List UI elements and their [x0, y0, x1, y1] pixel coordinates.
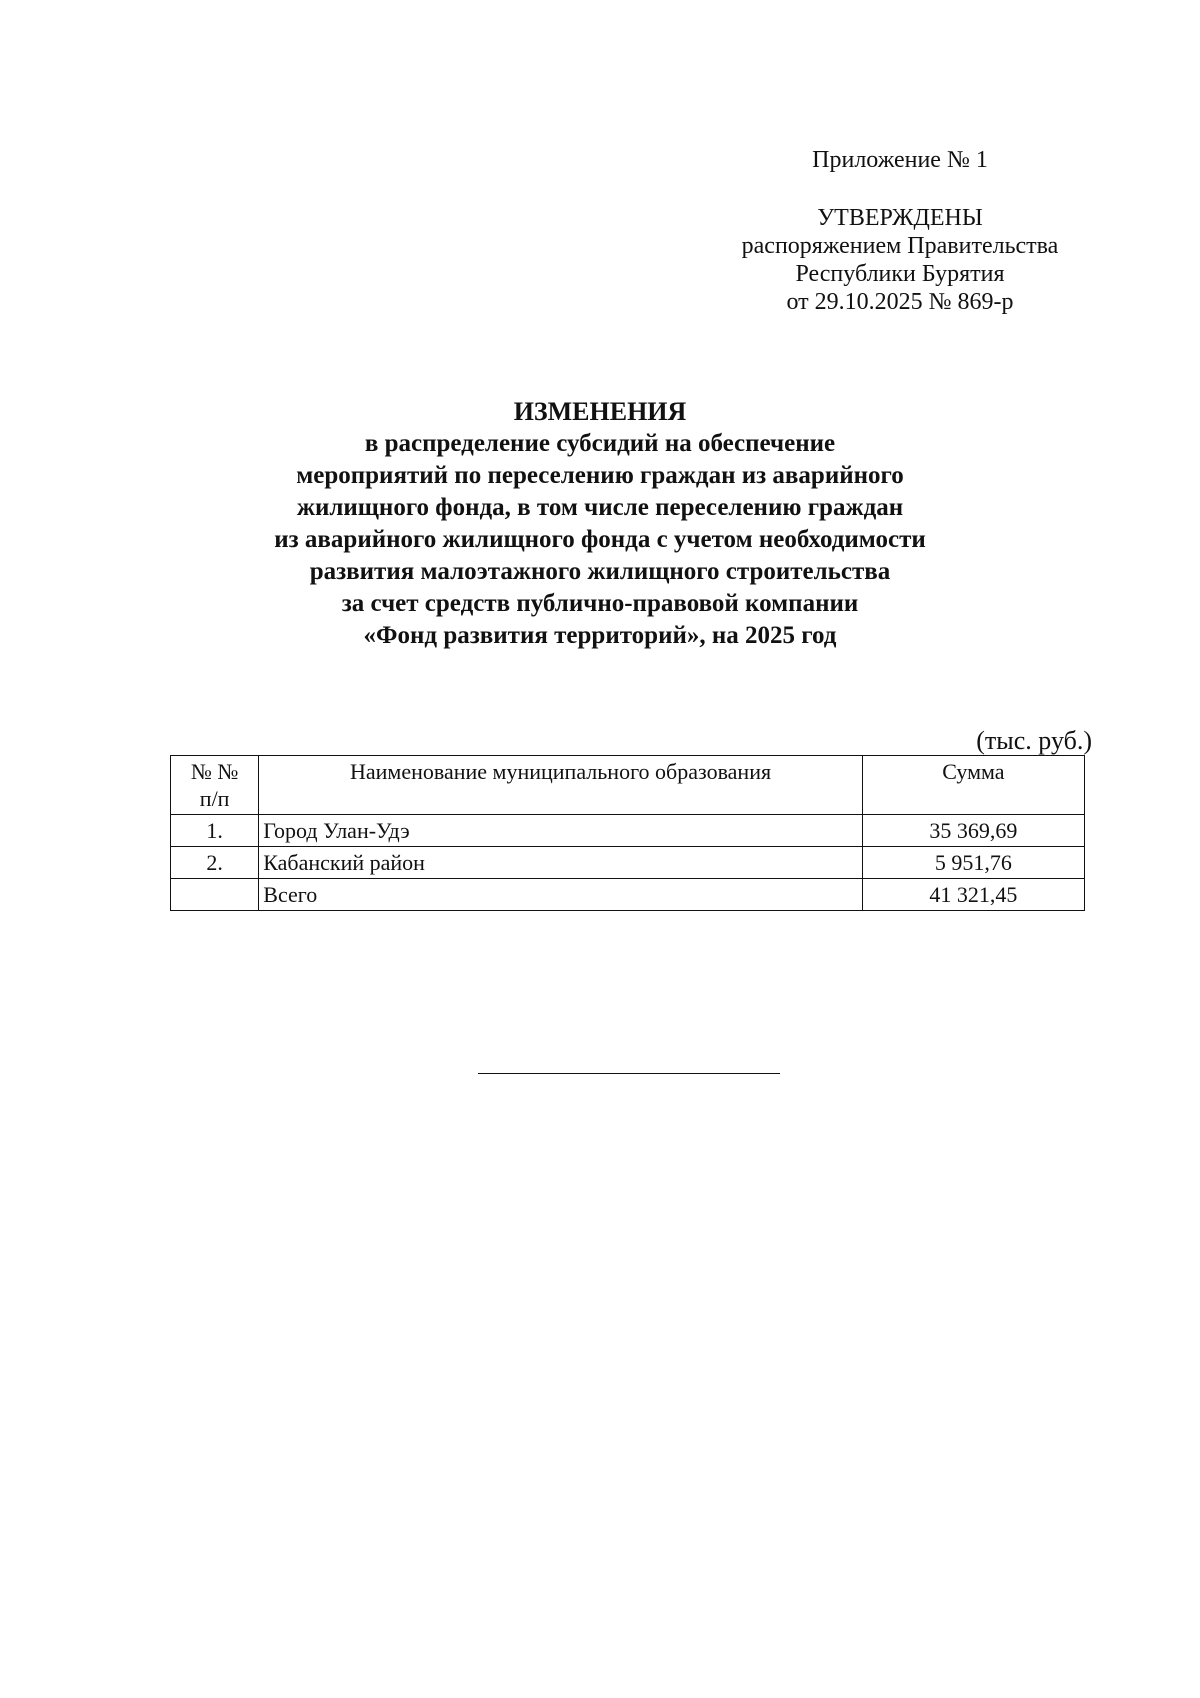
- end-separator-line: [478, 1073, 780, 1074]
- table-row: [171, 847, 1085, 879]
- header-number-line1: № №: [190, 759, 239, 784]
- approval-block: [700, 146, 1100, 174]
- header-number-line2: п/п: [199, 786, 230, 811]
- title-line: мероприятий по переселению граждан из аварийного: [296, 462, 904, 489]
- title-line: из аварийного жилищного фонда с учетом необходимости: [274, 526, 926, 553]
- approval-line-republic: Республики Бурятия: [795, 261, 1005, 287]
- total-sum: 41 321,45: [862, 879, 1084, 911]
- header-name: Наименование муниципального образования: [259, 756, 863, 815]
- title-heading: ИЗМЕНЕНИЯ: [513, 397, 687, 426]
- row-sum: 35 369,69: [862, 815, 1084, 847]
- row-name: Город Улан-Удэ: [259, 815, 863, 847]
- total-label: Всего: [259, 879, 863, 911]
- subsidy-table: [170, 755, 1085, 911]
- approval-stamp: [700, 204, 1100, 316]
- row-name: Кабанский район: [259, 847, 863, 879]
- table-header-row: [171, 756, 1085, 815]
- header-sum: Сумма: [862, 756, 1084, 815]
- approval-line-order: распоряжением Правительства: [741, 233, 1059, 259]
- row-number: 1.: [171, 815, 259, 847]
- table-total-row: [171, 879, 1085, 911]
- table-row: [171, 815, 1085, 847]
- title-line: в распределение субсидий на обеспечение: [364, 430, 836, 457]
- title-line: развития малоэтажного жилищного строительства: [309, 558, 891, 585]
- approval-line-approved: УТВЕРЖДЕНЫ: [817, 205, 983, 231]
- title-line: «Фонд развития территорий», на 2025 год: [363, 622, 837, 649]
- units-label: (тыс. руб.): [976, 726, 1092, 755]
- title-line: за счет средств публично-правовой компании: [341, 590, 859, 617]
- appendix-label: Приложение № 1: [812, 147, 988, 173]
- header-number: [171, 756, 259, 815]
- title-line: жилищного фонда, в том числе переселению граждан: [296, 494, 904, 521]
- document-title: [150, 396, 1050, 652]
- approval-line-date: от 29.10.2025 № 869-р: [786, 289, 1014, 315]
- row-sum: 5 951,76: [862, 847, 1084, 879]
- total-number-empty: [171, 879, 259, 911]
- row-number: 2.: [171, 847, 259, 879]
